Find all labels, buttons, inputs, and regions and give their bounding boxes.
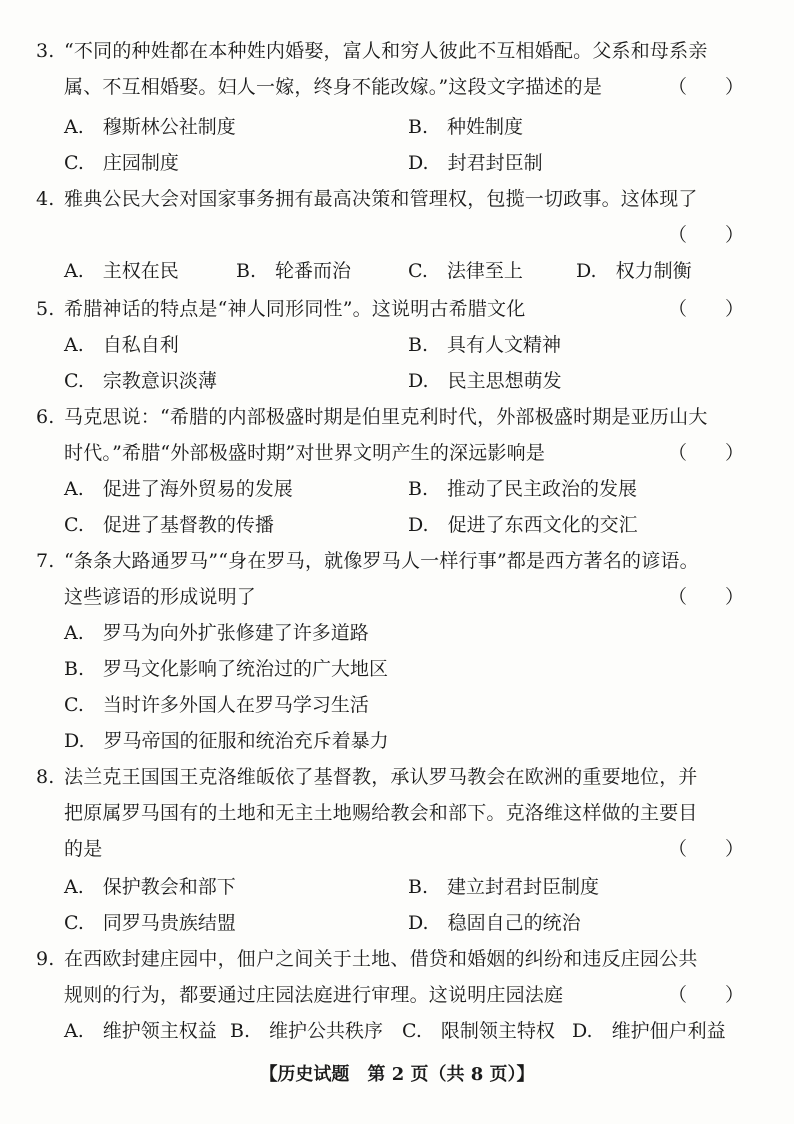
option-c: C. 当时许多外国人在罗马学习生活 (64, 694, 369, 716)
question-7-option-b-row (64, 651, 736, 687)
stem-line: 希腊神话的特点是“神人同形同性”。这说明古希腊文化 (64, 298, 526, 320)
option-b: B. 建立封君封臣制度 (408, 876, 600, 898)
stem-line: “条条大路通罗马”“身在罗马，就像罗马人一样行事”都是西方著名的谚语。 (64, 550, 699, 572)
answer-bracket: （ ） (668, 224, 745, 246)
question-3-options-row-2 (64, 145, 736, 181)
option-b: B. 推动了民主政治的发展 (408, 478, 638, 500)
question-8-options-row-2 (64, 905, 736, 941)
option-a: A. 穆斯林公社制度 (64, 116, 236, 138)
question-4-options-row (64, 253, 736, 289)
option-d: D. 稳固自己的统治 (408, 912, 581, 934)
stem-line: 规则的行为，都要通过庄园法庭进行审理。这说明庄园法庭 (64, 984, 564, 1006)
stem-line: 时代。”希腊“外部极盛时期”对世界文明产生的深远影响是 (64, 442, 546, 464)
question-6-options-row-1 (64, 471, 736, 507)
stem-line: 属、不互相婚娶。妇人一嫁，终身不能改嫁。”这段文字描述的是 (64, 76, 603, 98)
page-footer: 【历史试题 第 2 页（共 8 页）】 (259, 1064, 535, 1085)
stem-line: “不同的种姓都在本种姓内婚娶，富人和穷人彼此不互相婚配。父系和母系亲 (64, 40, 708, 62)
option-d: D. 罗马帝国的征服和统治充斥着暴力 (64, 730, 389, 752)
question-number: 8. (36, 766, 55, 788)
question-9-options-row (64, 1013, 736, 1049)
stem-line: 在西欧封建庄园中，佃户之间关于土地、借贷和婚姻的纠纷和违反庄园公共 (64, 948, 698, 970)
option-a: A. 自私自利 (64, 334, 179, 356)
stem-line: 法兰克王国国王克洛维皈依了基督教，承认罗马教会在欧洲的重要地位，并 (64, 766, 698, 788)
question-7-option-a-row (64, 615, 736, 651)
option-a: A. 罗马为向外扩张修建了许多道路 (64, 622, 369, 644)
question-number: 9. (36, 948, 55, 970)
answer-bracket: （ ） (668, 76, 745, 98)
option-c: C. 限制领主特权 (402, 1020, 555, 1042)
option-d: D. 促进了东西文化的交汇 (408, 514, 638, 536)
option-d: D. 权力制衡 (576, 260, 692, 282)
question-7-stem (36, 543, 745, 615)
question-6-stem (36, 399, 745, 471)
option-d: D. 封君封臣制 (408, 152, 543, 174)
option-a: A. 主权在民 (64, 260, 179, 282)
option-b: B. 轮番而治 (236, 260, 352, 282)
question-5-options-row-2 (64, 363, 736, 399)
question-number: 7. (36, 550, 55, 572)
question-number: 3. (36, 40, 55, 62)
question-9-stem (36, 941, 745, 1013)
question-5-stem (36, 291, 745, 327)
answer-bracket: （ ） (668, 984, 745, 1006)
option-c: C. 法律至上 (408, 260, 523, 282)
answer-bracket: （ ） (668, 838, 745, 860)
question-number: 6. (36, 406, 55, 428)
option-b: B. 罗马文化影响了统治过的广大地区 (64, 658, 389, 680)
stem-line: 雅典公民大会对国家事务拥有最高决策和管理权，包揽一切政事。这体现了 (64, 188, 698, 210)
stem-line: 的是 (64, 838, 103, 860)
answer-bracket: （ ） (668, 586, 745, 608)
option-d: D. 民主思想萌发 (408, 370, 562, 392)
stem-line: 把原属罗马国有的土地和无主土地赐给教会和部下。克洛维这样做的主要目 (64, 802, 698, 824)
option-b: B. 维护公共秩序 (230, 1020, 384, 1042)
question-3-stem (36, 33, 745, 105)
question-8-stem (36, 759, 745, 867)
stem-line: 马克思说：“希腊的内部极盛时期是伯里克利时代，外部极盛时期是亚历山大 (64, 406, 708, 428)
question-3-options-row-1 (64, 109, 736, 145)
option-b: B. 具有人文精神 (408, 334, 562, 356)
option-a: A. 促进了海外贸易的发展 (64, 478, 293, 500)
stem-line: 这些谚语的形成说明了 (64, 586, 257, 608)
question-4-stem (36, 181, 736, 217)
answer-bracket: （ ） (668, 442, 745, 464)
option-c: C. 促进了基督教的传播 (64, 514, 274, 536)
answer-bracket: （ ） (668, 298, 745, 320)
question-number: 5. (36, 298, 55, 320)
option-b: B. 种姓制度 (408, 116, 524, 138)
question-8-options-row-1 (64, 869, 736, 905)
option-a: A. 维护领主权益 (64, 1020, 217, 1042)
option-a: A. 保护教会和部下 (64, 876, 236, 898)
option-c: C. 同罗马贵族结盟 (64, 912, 236, 934)
question-number: 4. (36, 188, 55, 210)
option-c: C. 庄园制度 (64, 152, 179, 174)
option-c: C. 宗教意识淡薄 (64, 370, 217, 392)
option-d: D. 维护佃户利益 (572, 1020, 726, 1042)
question-5-options-row-1 (64, 327, 736, 363)
question-6-options-row-2 (64, 507, 736, 543)
question-7-option-c-row (64, 687, 736, 723)
question-7-option-d-row (64, 723, 736, 759)
